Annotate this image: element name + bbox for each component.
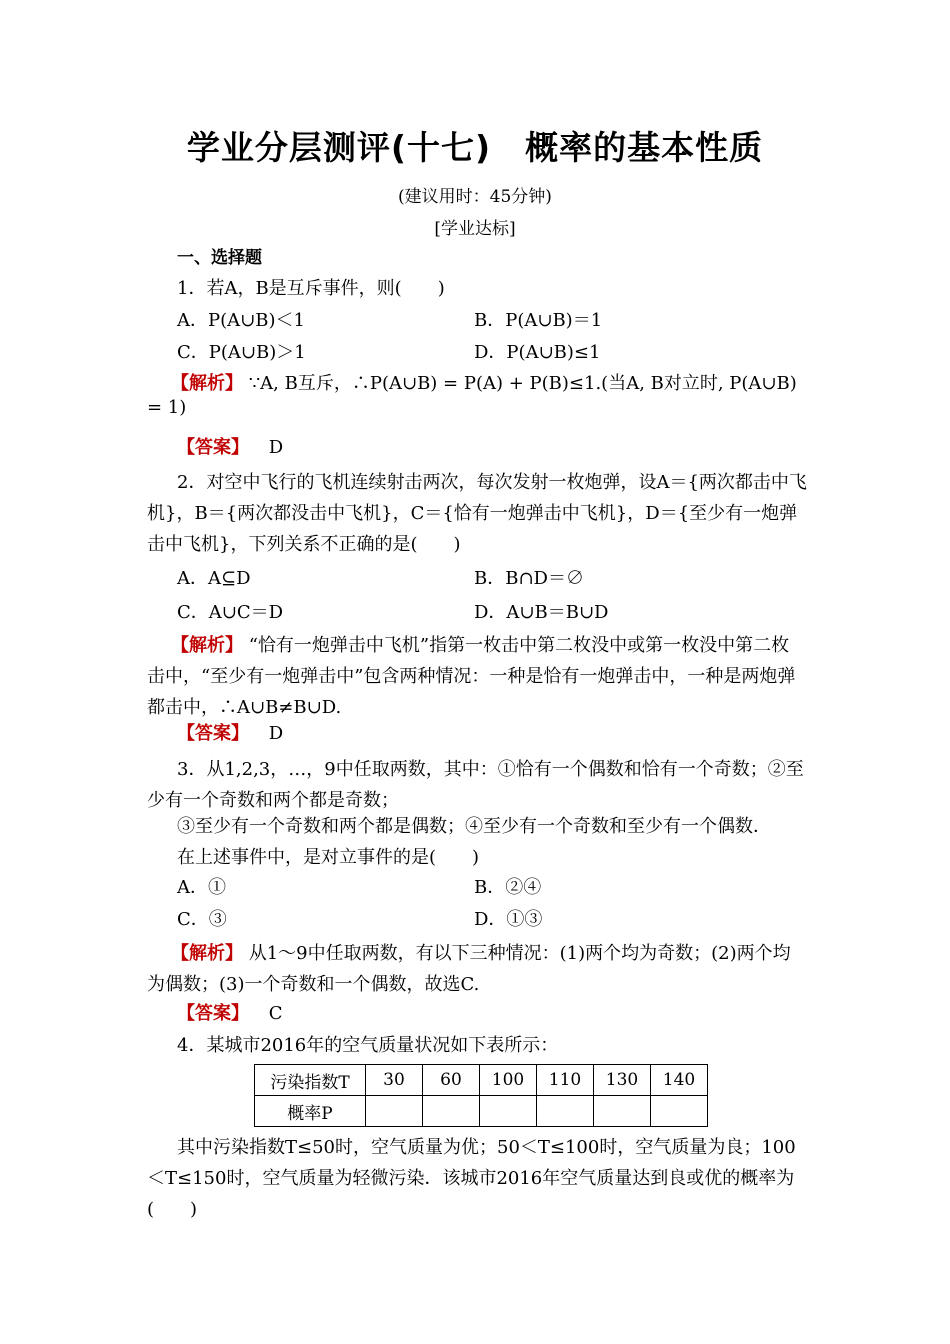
q1-analysis	[147, 372, 807, 420]
table-cell: 100	[480, 1065, 537, 1096]
q3-analysis	[147, 938, 807, 1000]
table-row	[255, 1096, 708, 1127]
q3-answer	[177, 1002, 283, 1026]
analysis-tag: 【解析】	[171, 635, 243, 656]
q1-answer	[177, 436, 283, 460]
q3-option-b: B．②④	[474, 877, 542, 898]
analysis-tag: 【解析】	[171, 373, 243, 394]
q3-option-a: A．①	[177, 877, 226, 898]
q1-option-a: A．P(A∪B)＜1	[177, 310, 305, 331]
q2-answer-value: D	[268, 723, 284, 744]
q1-analysis-text: ∵A, B互斥，∴P(A∪B) = P(A) + P(B)≤1.(当A, B对立时, P(A∪B) = 1)	[147, 373, 797, 418]
part-heading: 一、选择题	[177, 248, 262, 268]
q2-stem: 2．对空中飞行的飞机连续射击两次，每次发射一枚炮弹，设A＝{两次都击中飞机}，B＝{两次都没击中飞机}，C＝{恰有一炮弹击中飞机}，D＝{至少有一炮弹击中飞机}，下列关系不正确的是( )	[147, 472, 807, 555]
section-label: [学业达标]	[434, 219, 516, 239]
q3-stem: 3．从1,2,3，…，9中任取两数，其中：①恰有一个偶数和恰有一个奇数；②至少有一个奇数和两个都是奇数；	[147, 759, 804, 811]
q4-stem: 4．某城市2016年的空气质量状况如下表所示：	[177, 1035, 559, 1056]
table-cell	[423, 1096, 480, 1127]
answer-tag: 【答案】	[177, 1003, 249, 1024]
q1-option-c: C．P(A∪B)＞1	[177, 342, 306, 363]
table-cell: 140	[651, 1065, 708, 1096]
page-title: 学业分层测评(十七) 概率的基本性质	[186, 128, 764, 167]
q3-answer-value: C	[268, 1003, 283, 1024]
table-cell	[480, 1096, 537, 1127]
q3-option-d: D．①③	[474, 909, 543, 930]
q2-option-b: B．B∩D＝∅	[474, 568, 584, 589]
answer-tag: 【答案】	[177, 723, 249, 744]
analysis-tag: 【解析】	[171, 943, 243, 964]
q3-option-c: C．③	[177, 909, 227, 930]
q2-option-d: D．A∪B＝B∪D	[474, 602, 609, 623]
table-row	[255, 1065, 708, 1096]
answer-tag: 【答案】	[177, 437, 249, 458]
table-cell	[594, 1096, 651, 1127]
q4-stem-2: 其中污染指数T≤50时，空气质量为优；50＜T≤100时，空气质量为良；100＜T≤150时，空气质量为轻微污染．该城市2016年空气质量达到良或优的概率为( )	[147, 1137, 796, 1220]
pollution-table	[254, 1064, 708, 1127]
q2-analysis-text: “恰有一炮弹击中飞机”指第一枚击中第二枚没中或第一枚没中第二枚击中，“至少有一炮弹击中”包含两种情况：一种是恰有一炮弹击中，一种是两炮弹都击中，∴A∪B≠B∪D.	[147, 635, 796, 718]
q3-stem-3: 在上述事件中，是对立事件的是( )	[177, 847, 480, 868]
table-header-index: 污染指数T	[255, 1065, 366, 1096]
table-cell: 130	[594, 1065, 651, 1096]
q2-option-c: C．A∪C＝D	[177, 602, 284, 623]
q3-analysis-text: 从1～9中任取两数，有以下三种情况：(1)两个均为奇数；(2)两个均为偶数；(3)一个奇数和一个偶数，故选C.	[147, 943, 791, 995]
table-cell	[651, 1096, 708, 1127]
table-header-probability: 概率P	[255, 1096, 366, 1127]
table-cell	[537, 1096, 594, 1127]
table-cell: 110	[537, 1065, 594, 1096]
table-cell: 60	[423, 1065, 480, 1096]
q2-option-a: A．A⊆D	[177, 568, 251, 589]
time-suggestion: (建议用时：45分钟)	[398, 187, 552, 207]
table-cell: 30	[366, 1065, 423, 1096]
q3-stem-2: ③至少有一个奇数和两个都是偶数；④至少有一个奇数和至少有一个偶数．	[177, 816, 771, 837]
q2-answer	[177, 722, 283, 746]
q1-stem: 1．若A，B是互斥事件，则( )	[177, 278, 445, 299]
q2-analysis	[147, 630, 807, 723]
q1-option-d: D．P(A∪B)≤1	[474, 342, 601, 363]
q1-answer-value: D	[268, 437, 284, 458]
q1-option-b: B．P(A∪B)＝1	[474, 310, 603, 331]
table-cell	[366, 1096, 423, 1127]
